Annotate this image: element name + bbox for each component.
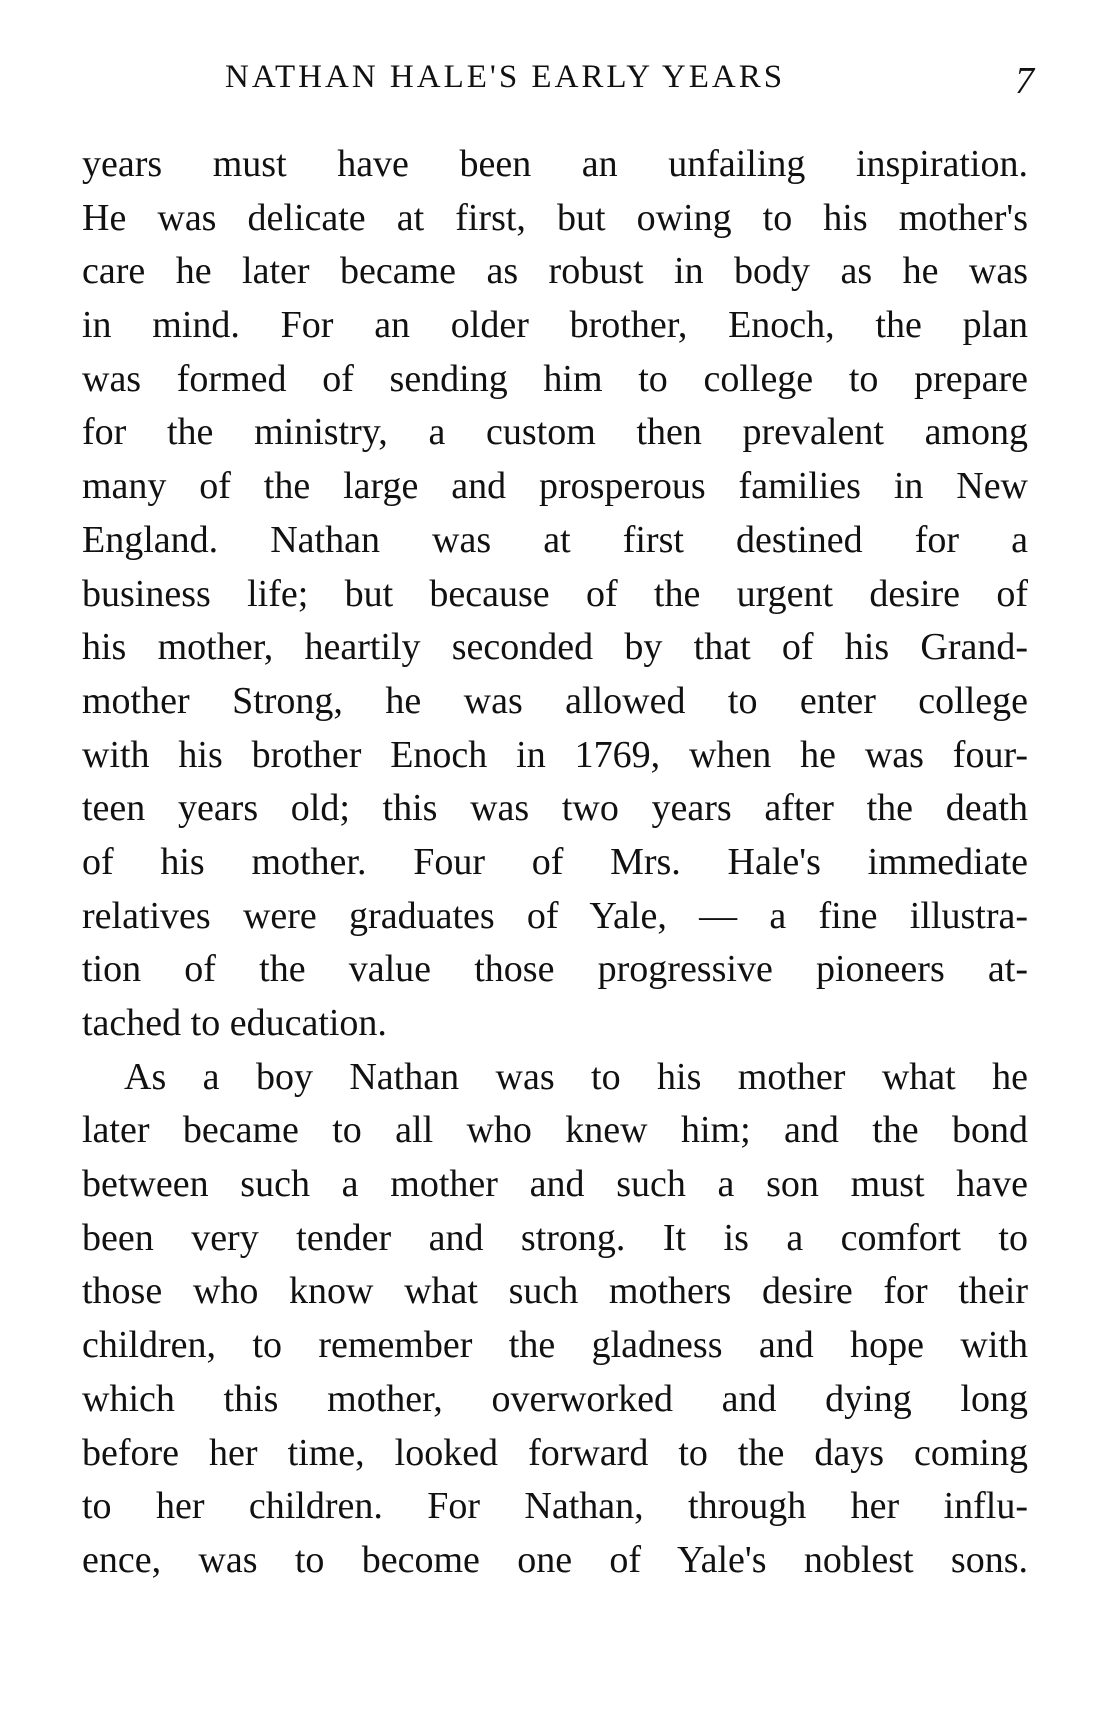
- text-line: ence, was to become one of Yale's noblest sons.: [82, 1538, 1028, 1581]
- text-line: in mind. For an older brother, Enoch, the plan: [82, 304, 1028, 347]
- text-line: later became to all who knew him; and the bond: [82, 1109, 1028, 1152]
- text-line: of his mother. Four of Mrs. Hale's immediate: [82, 840, 1028, 883]
- text-line: England. Nathan was at first destined for a: [82, 518, 1028, 561]
- text-line: care he later became as robust in body as he was: [82, 250, 1028, 293]
- text-line: He was delicate at first, but owing to his mother's: [82, 196, 1028, 239]
- running-title: NATHAN HALE'S EARLY YEARS: [225, 59, 786, 95]
- running-header: [0, 52, 1119, 102]
- text-line: between such a mother and such a son must have: [82, 1163, 1028, 1206]
- text-line: many of the large and prosperous families in New: [82, 465, 1028, 508]
- text-line: tached to education.: [82, 1002, 387, 1044]
- text-line: mother Strong, he was allowed to enter college: [82, 679, 1028, 722]
- text-line: tion of the value those progressive pioneers at-: [82, 948, 1028, 991]
- page-number: 7: [1015, 60, 1034, 102]
- text-line: to her children. For Nathan, through her influ-: [82, 1485, 1028, 1528]
- text-line: which this mother, overworked and dying long: [82, 1377, 1028, 1420]
- paragraph: [82, 138, 1028, 1051]
- text-line: before her time, looked forward to the days coming: [82, 1431, 1028, 1474]
- text-line: As a boy Nathan was to his mother what he: [124, 1055, 1028, 1098]
- text-line: those who know what such mothers desire for their: [82, 1270, 1028, 1313]
- text-line: children, to remember the gladness and hope with: [82, 1324, 1028, 1367]
- text-line: with his brother Enoch in 1769, when he was four-: [82, 733, 1028, 776]
- text-line: teen years old; this was two years after the death: [82, 787, 1028, 830]
- text-line: been very tender and strong. It is a comfort to: [82, 1216, 1028, 1259]
- body-text: [82, 138, 1028, 1588]
- text-line: years must have been an unfailing inspiration.: [82, 143, 1028, 185]
- text-line: was formed of sending him to college to prepare: [82, 357, 1028, 400]
- text-line: his mother, heartily seconded by that of his Grand-: [82, 626, 1028, 669]
- text-line: for the ministry, a custom then prevalent among: [82, 411, 1028, 454]
- text-line: business life; but because of the urgent desire of: [82, 572, 1028, 615]
- text-line: relatives were graduates of Yale, — a fine illustra-: [82, 894, 1028, 937]
- paragraph: [82, 1051, 1028, 1588]
